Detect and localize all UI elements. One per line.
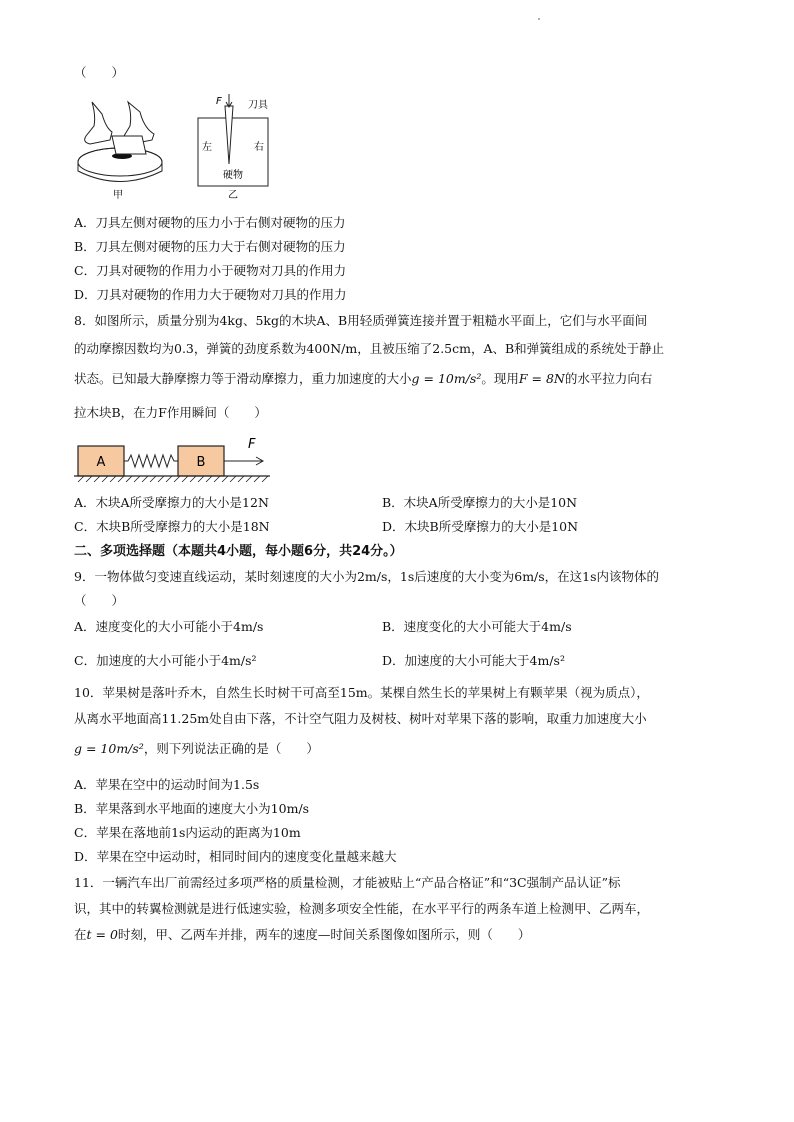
q8-line-3-a: 状态。已知最大静摩擦力等于滑动摩擦力，重力加速度的大小 xyxy=(74,371,412,386)
q8-option-d: D．木块B所受摩擦力的大小是10N xyxy=(382,519,579,534)
q8-line-3 xyxy=(74,370,652,388)
figure-jia xyxy=(72,92,168,202)
fig-jia-label: 甲 xyxy=(113,190,123,201)
fig-yi-left-label: 左 xyxy=(202,142,212,153)
fig-yi-hard-label: 硬物 xyxy=(223,170,243,181)
q10-line-3-b: ，则下列说法正确的是（ ） xyxy=(143,741,319,756)
q7-option-b: B．刀具左侧对硬物的压力大于右侧对硬物的压力 xyxy=(74,239,346,254)
q10-option-b: B．苹果落到水平地面的速度大小为10m/s xyxy=(74,801,310,816)
q8-force-formula: F = 8N xyxy=(518,371,565,386)
q8-gravity-formula: g = 10m/s² xyxy=(411,371,482,386)
q8-option-a: A．木块A所受摩擦力的大小是12N xyxy=(74,495,269,510)
ground-hatching xyxy=(78,476,268,482)
q8-line-3-c: 的水平拉力向右 xyxy=(564,371,653,386)
q9-option-b: B．速度变化的大小可能大于4m/s xyxy=(382,619,572,634)
q9-option-c: C．加速度的大小可能小于4m/s² xyxy=(74,653,257,668)
q8-line-4: 拉木块B，在力F作用瞬间（ ） xyxy=(74,405,267,420)
fig-yi-label: 乙 xyxy=(228,190,238,201)
block-b-label: B xyxy=(196,455,206,470)
spring xyxy=(124,455,178,467)
force-label: F xyxy=(248,437,256,452)
q11-line-3 xyxy=(74,926,530,944)
q10-line-2: 从离水平地面高11.25m处自由下落，不计空气阻力及树枝、树叶对苹果下落的影响，取重力加速度大小 xyxy=(74,711,647,726)
page-mark xyxy=(538,18,540,20)
q9-option-a: A．速度变化的大小可能小于4m/s xyxy=(74,619,264,634)
fig-yi-force-label: F xyxy=(216,96,222,107)
q10-gravity-formula: g = 10m/s² xyxy=(74,741,144,756)
block-a-label: A xyxy=(96,455,106,470)
fig-yi-knife-label: 刀具 xyxy=(248,100,268,111)
figure-blocks-spring xyxy=(74,434,274,486)
section-2-heading: 二、多项选择题（本题共4小题，每小题6分，共24分。） xyxy=(74,544,403,559)
figure-yi xyxy=(192,92,282,202)
q9-option-d: D．加速度的大小可能大于4m/s² xyxy=(382,653,565,668)
q10-option-a: A．苹果在空中的运动时间为1.5s xyxy=(74,777,260,792)
q10-line-3 xyxy=(74,740,319,758)
q11-line-2: 识，其中的转翼检测就是进行低速实验，检测多项安全性能，在水平平行的两条车道上检测甲、乙两车， xyxy=(74,901,650,916)
q11-line-3-b: 时刻，甲、乙两车并排，两车的速度—时间关系图像如图所示，则（ ） xyxy=(117,927,531,942)
q8-line-2: 的动摩擦因数均为0.3，弹簧的劲度系数为400N/m，且被压缩了2.5cm，A、B和弹簧组成的系统处于静止 xyxy=(74,341,665,356)
q8-line-3-b: 。现用 xyxy=(481,371,519,386)
q11-line-3-a: 在 xyxy=(74,927,87,942)
q9-line-2: （ ） xyxy=(74,593,125,608)
q9-line-1: 9．一物体做匀变速直线运动，某时刻速度的大小为2m/s，1s后速度的大小变为6m/s，在这1s内该物体的 xyxy=(74,569,660,584)
q8-line-1: 8．如图所示，质量分别为4kg、5kg的木块A、B用轻质弹簧连接并置于粗糙水平面上，它们与水平面间 xyxy=(74,313,648,328)
fig-yi-right-label: 右 xyxy=(254,142,264,153)
q11-time-formula: t = 0 xyxy=(86,927,118,942)
q7-option-a: A．刀具左侧对硬物的压力小于右侧对硬物的压力 xyxy=(74,215,346,230)
q10-option-c: C．苹果在落地前1s内运动的距离为10m xyxy=(74,825,301,840)
q7-option-d: D．刀具对硬物的作用力大于硬物对刀具的作用力 xyxy=(74,287,347,302)
q11-line-1: 11．一辆汽车出厂前需经过多项严格的质量检测，才能被贴上“产品合格证”和“3C强制产品认证”标 xyxy=(74,875,621,890)
q8-option-b: B．木块A所受摩擦力的大小是10N xyxy=(382,495,578,510)
q10-option-d: D．苹果在空中运动时，相同时间内的速度变化量越来越大 xyxy=(74,849,397,864)
q7-blank: （ ） xyxy=(74,65,125,80)
q8-option-c: C．木块B所受摩擦力的大小是18N xyxy=(74,519,270,534)
q10-line-1: 10．苹果树是落叶乔木，自然生长时树干可高至15m。某棵自然生长的苹果树上有颗苹果（视为质点）， xyxy=(74,685,649,700)
q7-option-c: C．刀具对硬物的作用力小于硬物对刀具的作用力 xyxy=(74,263,347,278)
